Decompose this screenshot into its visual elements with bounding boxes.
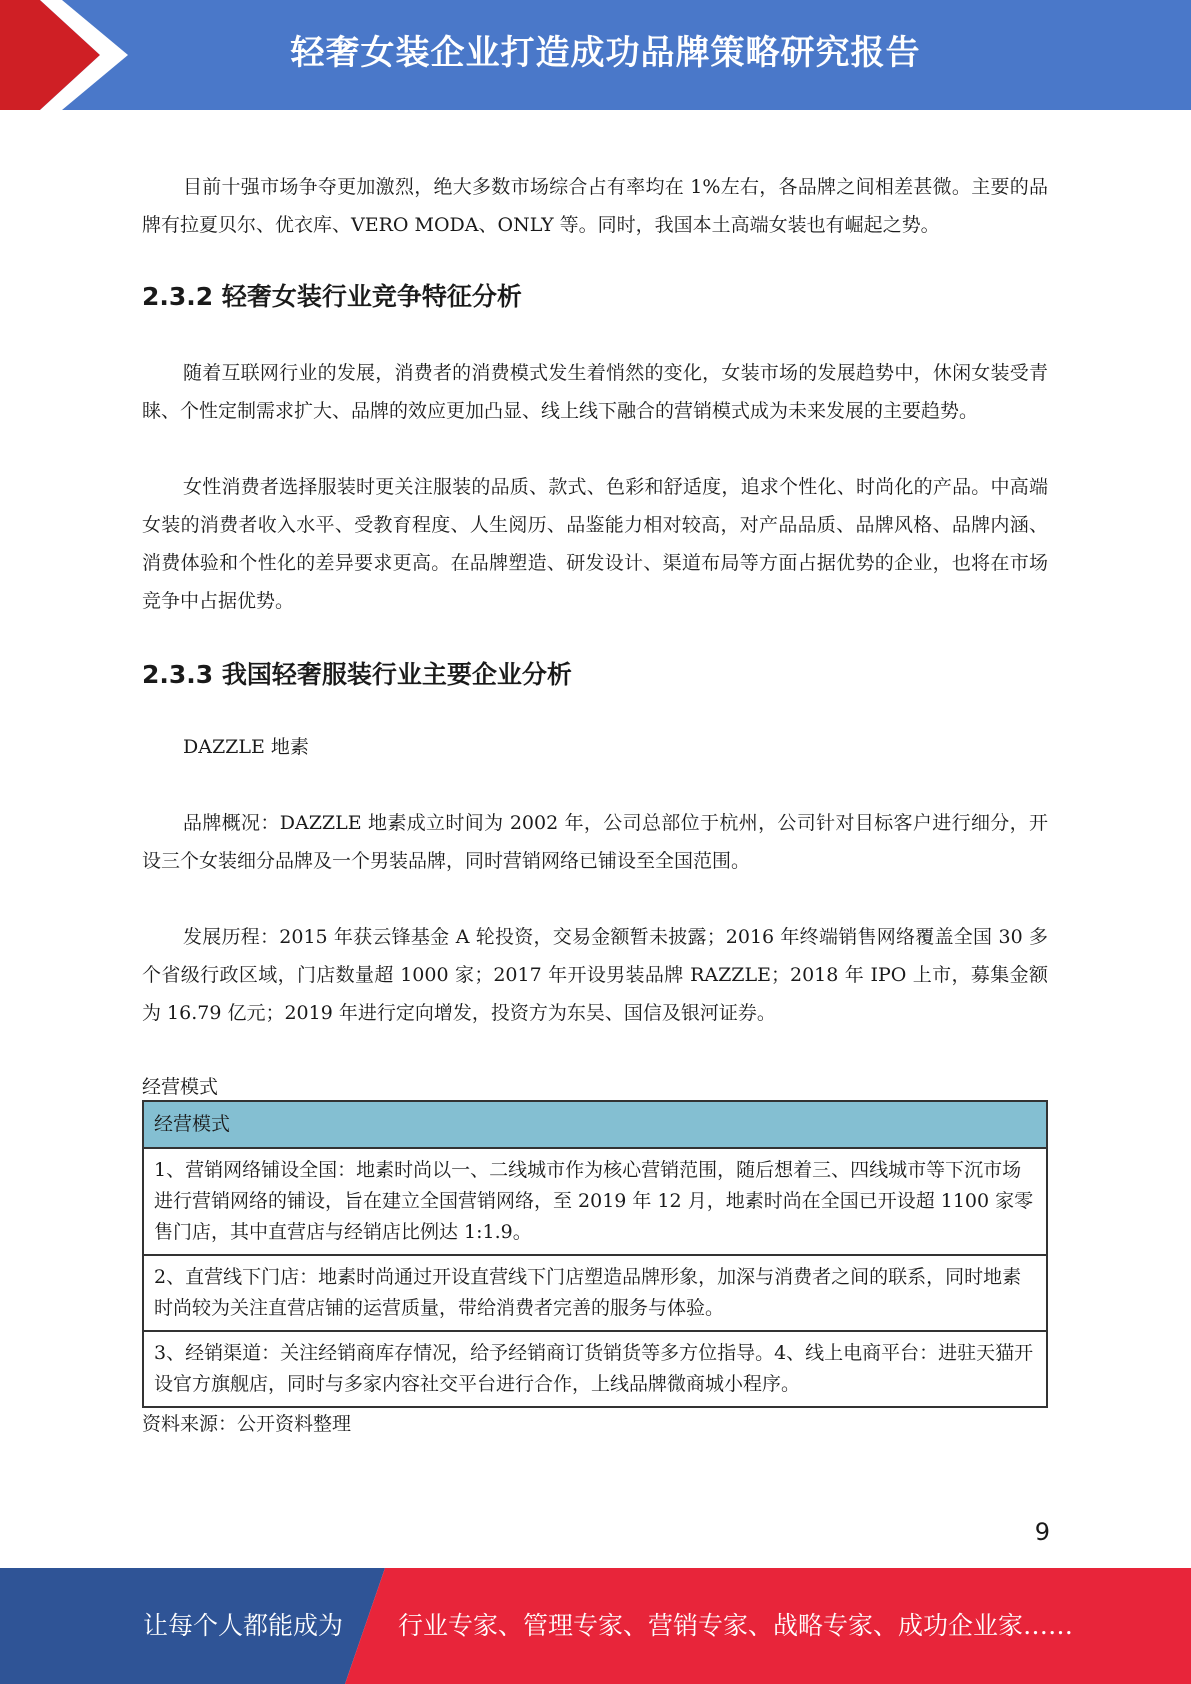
page-header [0, 0, 1191, 110]
table-header-row [143, 1101, 1047, 1148]
paragraph-consumers: 女性消费者选择服装时更关注服装的品质、款式、色彩和舒适度，追求个性化、时尚化的产品。中高端女装的消费者收入水平、受教育程度、人生阅历、品鉴能力相对较高，对产品品质、品牌风格、品牌内涵、消费体验和个性化的差异要求更高。在品牌塑造、研发设计、渠道布局等方面占据优势的企业，也将在市场竞争中占据优势。 [142, 476, 1048, 612]
page-number: 9 [1034, 1518, 1050, 1546]
paragraph-history: 发展历程：2015 年获云锋基金 A 轮投资，交易金额暂未披露；2016 年终端销售网络覆盖全国 30 多个省级行政区域，门店数量超 1000 家；2017 年开设男装品牌 RAZZLE；2018 年 IPO 上市，募集金额为 16.79 亿元；2019 年进行定向增发，投资方为东吴、国信及银河证券。 [142, 926, 1048, 1024]
section-heading-2-3-2: 2.3.2 轻奢女装行业竞争特征分析 [142, 282, 522, 311]
source-note: 资料来源：公开资料整理 [142, 1413, 352, 1435]
page-content [142, 168, 1048, 1438]
brand-name: DAZZLE 地素 [183, 736, 309, 758]
table-cell-marketing-network: 1、营销网络铺设全国：地素时尚以一、二线城市作为核心营销范围，随后想着三、四线城市等下沉市场进行营销网络的铺设，旨在建立全国营销网络，至 2019 年 12 月，地素时尚在全国已开设超 1100 家零售门店，其中直营店与经销店比例达 1:1.9。 [143, 1148, 1047, 1255]
report-title: 轻奢女装企业打造成功品牌策略研究报告 [290, 33, 921, 73]
footer-slogan-right: 行业专家、管理专家、营销专家、战略专家、成功企业家…… [398, 1611, 1074, 1640]
table-cell-distribution-channels: 3、经销渠道：关注经销商库存情况，给予经销商订货销货等多方位指导。4、线上电商平台：进驻天猫开设官方旗舰店，同时与多家内容社交平台进行合作，上线品牌微商城小程序。 [143, 1331, 1047, 1407]
table-row [143, 1148, 1047, 1255]
table-row [143, 1255, 1047, 1331]
table-row [143, 1331, 1047, 1407]
intro-paragraph: 目前十强市场争夺更加激烈，绝大多数市场综合占有率均在 1%左右，各品牌之间相差甚微。主要的品牌有拉夏贝尔、优衣库、VERO MODA、ONLY 等。同时，我国本土高端女装也有崛起之势。 [142, 176, 1048, 236]
section-heading-2-3-3: 2.3.3 我国轻奢服装行业主要企业分析 [142, 660, 572, 689]
table-caption: 经营模式 [142, 1076, 219, 1098]
table-cell-direct-stores: 2、直营线下门店：地素时尚通过开设直营线下门店塑造品牌形象，加深与消费者之间的联系，同时地素时尚较为关注直营店铺的运营质量，带给消费者完善的服务与体验。 [143, 1255, 1047, 1331]
paragraph-trends: 随着互联网行业的发展，消费者的消费模式发生着悄然的变化，女装市场的发展趋势中，休闲女装受青睐、个性定制需求扩大、品牌的效应更加凸显、线上线下融合的营销模式成为未来发展的主要趋势。 [142, 362, 1048, 422]
paragraph-overview: 品牌概况：DAZZLE 地素成立时间为 2002 年，公司总部位于杭州，公司针对目标客户进行细分，开设三个女装细分品牌及一个男装品牌，同时营销网络已铺设至全国范围。 [142, 812, 1048, 872]
page-footer [0, 1568, 1191, 1684]
footer-slogan-left: 让每个人都能成为 [143, 1611, 344, 1640]
table-header-cell: 经营模式 [143, 1101, 1047, 1148]
business-model-table [142, 1100, 1048, 1408]
